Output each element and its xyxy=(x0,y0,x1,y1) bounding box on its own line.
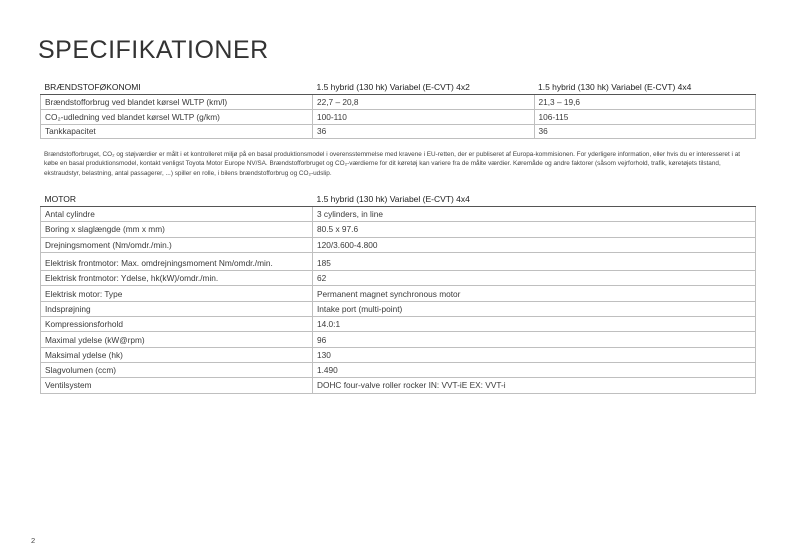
row-value: 1.490 xyxy=(313,362,756,377)
row-value: 96 xyxy=(313,332,756,347)
row-label: CO₂-udledning ved blandet kørsel WLTP (g/km) xyxy=(41,109,313,124)
table-row xyxy=(41,347,756,362)
row-label: Elektrisk frontmotor: Ydelse, hk(kW)/omdr./min. xyxy=(41,271,313,286)
table-row xyxy=(41,252,756,270)
table-row xyxy=(41,362,756,377)
table-row xyxy=(41,109,756,124)
table-row xyxy=(41,124,756,139)
row-label: Antal cylindre xyxy=(41,207,313,222)
row-label: Tankkapacitet xyxy=(41,124,313,139)
table-row xyxy=(41,237,756,252)
row-label: Kompressionsforhold xyxy=(41,317,313,332)
fuel-economy-table xyxy=(40,79,756,139)
fuel-economy-footnote: Brændstofforbruget, CO₂ og støjværdier er målt i et kontrolleret miljø på en basal produktionsmodel i overensstemmelse med kravene i EU-retten, der er publiseret af Europa-kommisionen. For yderligere information, eller hvis du er interesseret i at købe en basal produktionsmodel, kontakt venligst Toyota Motor Europe NV/SA. Brændstofforbruget og CO₂-værdierne for dit køretøj kan variere fra de målte værdier. Køremåde og andre faktorer (såsom vejrforhold, trafik, køretøjets tilstand, ekstraudstyr, belastning, antal passagerer, ...) spiller en rolle, i bilens brændstofforbrug og CO₂-udslip. xyxy=(44,151,741,177)
row-label: Ventilsystem xyxy=(41,378,313,393)
row-value: 3 cylinders, in line xyxy=(313,207,756,222)
row-value: Intake port (multi-point) xyxy=(313,301,756,316)
table-row xyxy=(41,317,756,332)
table-row xyxy=(41,332,756,347)
table-row xyxy=(41,286,756,301)
page-number: 2 xyxy=(31,536,36,545)
row-value-4x4: 21,3 – 19,6 xyxy=(534,95,756,110)
row-value: 185 xyxy=(313,252,756,270)
row-label: Boring x slaglængde (mm x mm) xyxy=(41,222,313,237)
row-value: 80.5 x 97.6 xyxy=(313,222,756,237)
row-value: 14.0:1 xyxy=(313,317,756,332)
row-value: DOHC four-valve roller rocker IN: VVT-iE EX: VVT-i xyxy=(313,378,756,393)
row-label: Indsprøjning xyxy=(41,301,313,316)
fuel-economy-column-4x4: 1.5 hybrid (130 hk) Variabel (E-CVT) 4x4 xyxy=(534,79,756,95)
motor-table xyxy=(40,191,756,394)
table-row xyxy=(41,207,756,222)
row-value-4x2: 100-110 xyxy=(313,109,535,124)
table-row xyxy=(41,378,756,393)
row-label: Maksimal ydelse (hk) xyxy=(41,347,313,362)
row-label: Brændstofforbrug ved blandet kørsel WLTP (km/l) xyxy=(41,95,313,110)
page-title: SPECIFIKATIONER xyxy=(38,36,269,64)
row-value: 62 xyxy=(313,271,756,286)
row-value: 130 xyxy=(313,347,756,362)
row-value-4x4: 36 xyxy=(534,124,756,139)
row-value: 120/3.600-4.800 xyxy=(313,237,756,252)
row-value-4x2: 36 xyxy=(313,124,535,139)
row-label: Elektrisk motor: Type xyxy=(41,286,313,301)
row-label: Maximal ydelse (kW@rpm) xyxy=(41,332,313,347)
row-label: Drejningsmoment (Nm/omdr./min.) xyxy=(41,237,313,252)
row-value: Permanent magnet synchronous motor xyxy=(313,286,756,301)
motor-column-4x4: 1.5 hybrid (130 hk) Variabel (E-CVT) 4x4 xyxy=(313,191,756,207)
table-row xyxy=(41,222,756,237)
motor-heading: MOTOR xyxy=(41,191,313,207)
fuel-economy-header-row xyxy=(41,79,756,95)
fuel-economy-heading: BRÆNDSTOFØKONOMI xyxy=(41,79,313,95)
row-label: Elektrisk frontmotor: Max. omdrejningsmoment Nm/omdr./min. xyxy=(41,252,313,270)
row-value-4x2: 22,7 – 20,8 xyxy=(313,95,535,110)
row-label: Slagvolumen (ccm) xyxy=(41,362,313,377)
fuel-economy-column-4x2: 1.5 hybrid (130 hk) Variabel (E-CVT) 4x2 xyxy=(313,79,535,95)
motor-header-row xyxy=(41,191,756,207)
table-row xyxy=(41,271,756,286)
row-value-4x4: 106-115 xyxy=(534,109,756,124)
table-row xyxy=(41,95,756,110)
table-row xyxy=(41,301,756,316)
